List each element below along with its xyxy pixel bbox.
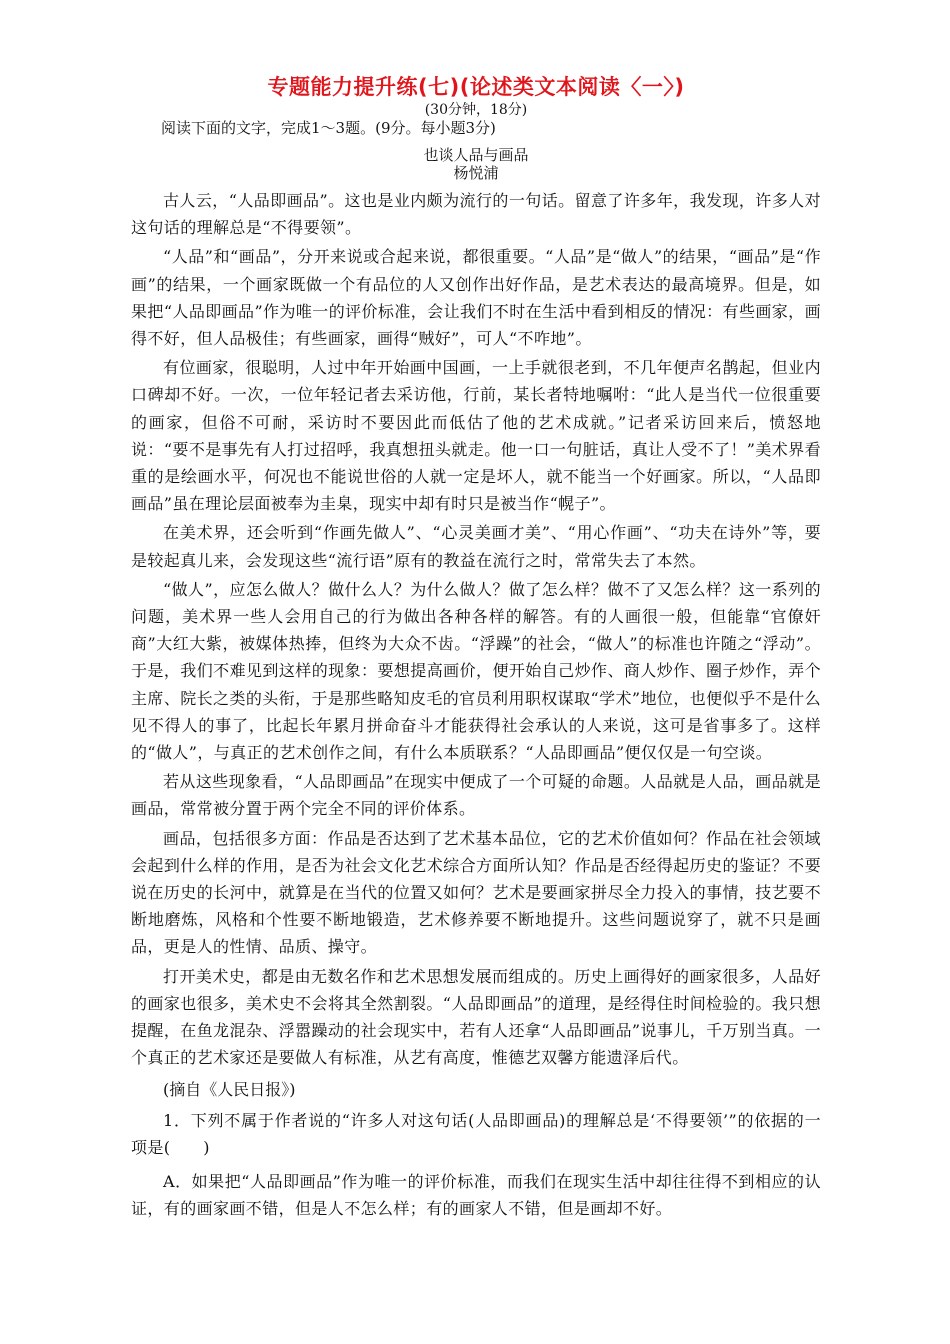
article-title: 也谈人品与画品 — [423, 146, 529, 164]
article-source: (摘自《人民日报》) — [163, 1079, 296, 1099]
article-paragraph-7: 画品，包括很多方面：作品是否达到了艺术基本品位，它的艺术价值如何？作品在社会领域会起到什么样的作用，是否为社会文化艺术综合方面所认知？作品是否经得起历史的鉴证？不要说在历史的长河中，就算是在当代的位置又如何？艺术是要画家拼尽全力投入的事情，技艺要不断地磨炼，风格和个性要不断地锻造，艺术修养要不断地提升。这些问题说穿了，就不只是画品，更是人的性情、品质、操守。 — [131, 828, 821, 957]
article-paragraph-6: 若从这些现象看，“人品即画品”在现实中便成了一个可疑的命题。人品就是人品，画品就是画品，常常被分置于两个完全不同的评价体系。 — [131, 772, 821, 819]
page-title: 专题能力提升练(七)(论述类文本阅读〈一〉) — [267, 75, 685, 99]
article-paragraph-1: 古人云，“人品即画品”。这也是业内颇为流行的一句话。留意了许多年，我发现，许多人对这句话的理解总是“不得要领”。 — [131, 191, 821, 238]
time-score-note: (30分钟，18分) — [424, 102, 528, 118]
article-paragraph-2: “人品”和“画品”，分开来说或合起来说，都很重要。“人品”是“做人”的结果，“画品”是“作画”的结果，一个画家既做一个有品位的人又创作出好作品，是艺术表达的最高境界。但是，如果把“人品即画品”作为唯一的评价标准，会让我们不时在生活中看到相反的情况：有些画家，画得不好，但人品极佳；有些画家，画得“贼好”，可人“不咋地”。 — [131, 247, 821, 349]
article-paragraph-3: 有位画家，很聪明，人过中年开始画中国画，一上手就很老到，不几年便声名鹊起，但业内口碑却不好。一次，一位年轻记者去采访他，行前，某长者特地嘱咐：“此人是当代一位很重要的画家，但俗不可耐，采访时不要因此而低估了他的艺术成就。”记者采访回来后，愤怒地说：“要不是事先有人打过招呼，我真想扭头就走。他一口一句脏话，真让人受不了！”美术界看重的是绘画水平，何况也不能说世俗的人就一定是坏人，就不能当一个好画家。所以，“人品即画品”虽在理论层面被奉为圭臬，现实中却有时只是被当作“幌子”。 — [131, 358, 821, 514]
article-paragraph-4: 在美术界，还会听到“作画先做人”、“心灵美画才美”、“用心作画”、“功夫在诗外”等，要是较起真儿来，会发现这些“流行语”原有的教益在流行之时，常常失去了本然。 — [131, 523, 821, 570]
article-author: 杨悦浦 — [453, 164, 499, 182]
question-1-option-a: A．如果把“人品即画品”作为唯一的评价标准，而我们在现实生活中却往往得不到相应的认证，有的画家画不错，但是人不怎么样；有的画家人不错，但是画却不好。 — [131, 1171, 821, 1218]
document-page — [131, 72, 821, 1229]
article-paragraph-8: 打开美术史，都是由无数名作和艺术思想发展而组成的。历史上画得好的画家很多，人品好的画家也很多，美术史不会将其全然割裂。“人品即画品”的道理，是经得住时间检验的。我只想提醒，在鱼龙混杂、浮嚣躁动的社会现实中，若有人还拿“人品即画品”说事儿，千万别当真。一个真正的艺术家还是要做人有标准，从艺有高度，惟德艺双馨方能遗泽后代。 — [131, 966, 821, 1068]
reading-instruction: 阅读下面的文字，完成1～3题。(9分。每小题3分) — [161, 119, 496, 137]
question-1-stem: 1．下列不属于作者说的“许多人对这句话(人品即画品)的理解总是‘不得要领’”的依据的一项是( ) — [131, 1110, 821, 1157]
article-paragraph-5: “做人”，应怎么做人？做什么人？为什么做人？做了怎么样？做不了又怎么样？这一系列的问题，美术界一些人会用自己的行为做出各种各样的解答。有的人画很一般，但能靠“官僚奸商”大红大紫，被媒体热捧，但终为大众不齿。“浮躁”的社会，“做人”的标准也许随之“浮动”。于是，我们不难见到这样的现象：要想提高画价，便开始自己炒作、商人炒作、圈子炒作，弄个主席、院长之类的头衔，于是那些略知皮毛的官员利用职权谋取“学术”地位，也便似乎不是什么见不得人的事了，比起长年累月拼命奋斗才能获得社会承认的人来说，这可是省事多了。这样的“做人”，与真正的艺术创作之间，有什么本质联系？“人品即画品”便仅仅是一句空谈。 — [131, 579, 821, 763]
